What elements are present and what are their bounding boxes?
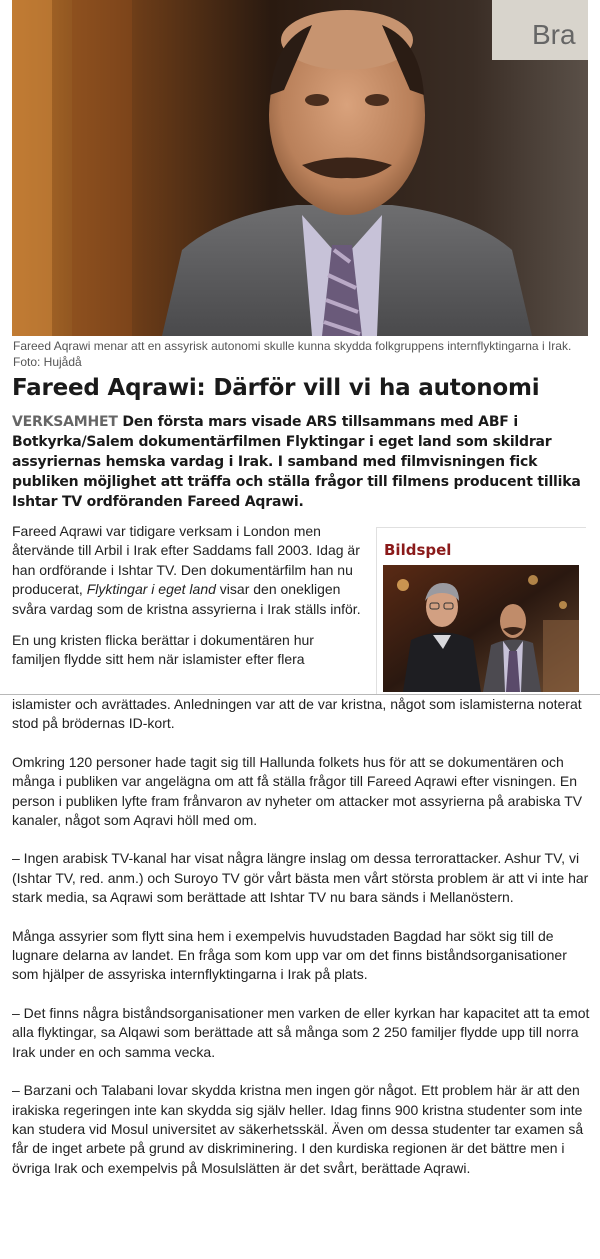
lead-text: Den första mars visade ARS tillsammans med ABF i Botkyrka/Salem dokumentärfilmen Flyktingar i eget land som skildrar assyriernas hemska vardag i Irak. I samband med filmvisningen fick publiken möjlighet att träffa och ställa frågor till filmens producent tillika Ishtar TV ordföranden Fareed Aqrawi.: [12, 414, 581, 510]
film-title: Flyktingar i eget land: [86, 581, 216, 598]
paragraph-7: – Barzani och Talabani lovar skydda kristna men ingen gör något. Ett problem här är att den irakiska regeringen inte kan skydda sig själv heller. Idag finns 900 kristna studenter som inte kan studera vid Mosul universitet av säkerhetsskäl. Även om dessa studenter tar examen så får de inget arbete på grund av diskriminering. I den kurdiska regionen är det bättre men i övriga Irak och exempelvis på Mosulslätten är det svårt, berättade Aqrawi.: [12, 1082, 584, 1176]
article-body: [12, 695, 592, 1197]
article-lead: [12, 412, 588, 512]
section-kicker: VERKSAMHET: [12, 414, 118, 430]
portrait-photo: [12, 0, 588, 336]
slideshow-photo: [383, 565, 579, 692]
paragraph-4: – Ingen arabisk TV-kanal har visat några längre inslag om dessa terrorattacker. Ashur TV, vi (Ishtar TV, red. anm.) och Suroyo TV gör vårt bästa men vårt största problem är att vi inte har stark media, sa Aqrawi som berättade att Ishtar TV nu bara sänds i Mellanöstern.: [12, 850, 589, 906]
paragraph-1-text: Fareed Aqrawi var tidigare verksam i London men återvände till Arbil i Irak efter Saddams fall 2003. Idag är han ordförande i Ishtar TV. Den dokumentärfilm han nu producerat,: [12, 523, 360, 598]
hero-photo: [12, 0, 588, 336]
article-column: [12, 522, 362, 694]
paragraph-6: – Det finns några biståndsorganisationer men varken de eller kyrkan har kapacitet att ta emot alla flyktingar, sa Alqawi som berättade att så många som 2 250 familjer flydde upp till norra Irak under en och samma vecka.: [12, 1004, 590, 1060]
slideshow-box[interactable]: [376, 527, 586, 695]
photo-caption: Fareed Aqrawi menar att en assyrisk autonomi skulle kunna skydda folkgruppens internflyktingarna i Irak. Foto: Hujådå: [13, 339, 572, 369]
article-headline: Fareed Aqrawi: Därför vill vi ha autonomi: [12, 375, 540, 401]
slideshow-title[interactable]: Bildspel: [384, 541, 452, 559]
paragraph-3: Omkring 120 personer hade tagit sig till Hallunda folkets hus för att se dokumentären och många i publiken var angelägna om att få ställa frågor till Fareed Aqrawi efter visningen. En person i publiken lyfte fram frånvaron av nyheter om attacker mot assyrierna på arabiska TV kanaler, något som Aqravi höll med om.: [12, 753, 583, 829]
paragraph-2-continued: islamister och avrättades. Anledningen var att de var kristna, något som islamisterna noterat stod på brödernas ID-kort.: [12, 696, 582, 732]
slideshow-thumbnail[interactable]: [383, 565, 579, 692]
sign-text: Bra: [532, 19, 576, 50]
paragraph-1-text-end: visar den onekligen svåra vardag som de kristna assyrierna i Irak ställs inför.: [12, 581, 361, 617]
paragraph-5: Många assyrier som flytt sina hem i exempelvis huvudstaden Bagdad har sökt sig till de lugnare delarna av landet. En fråga som kom upp var om det finns biståndsorganisationer som hjälper de assyriska internflyktingarna i Irak på plats.: [12, 927, 567, 983]
paragraph-1: [12, 522, 362, 619]
paragraph-2: En ung kristen flicka berättar i dokumentären hur familjen flydde sitt hem när islamister efter flera: [12, 632, 314, 668]
